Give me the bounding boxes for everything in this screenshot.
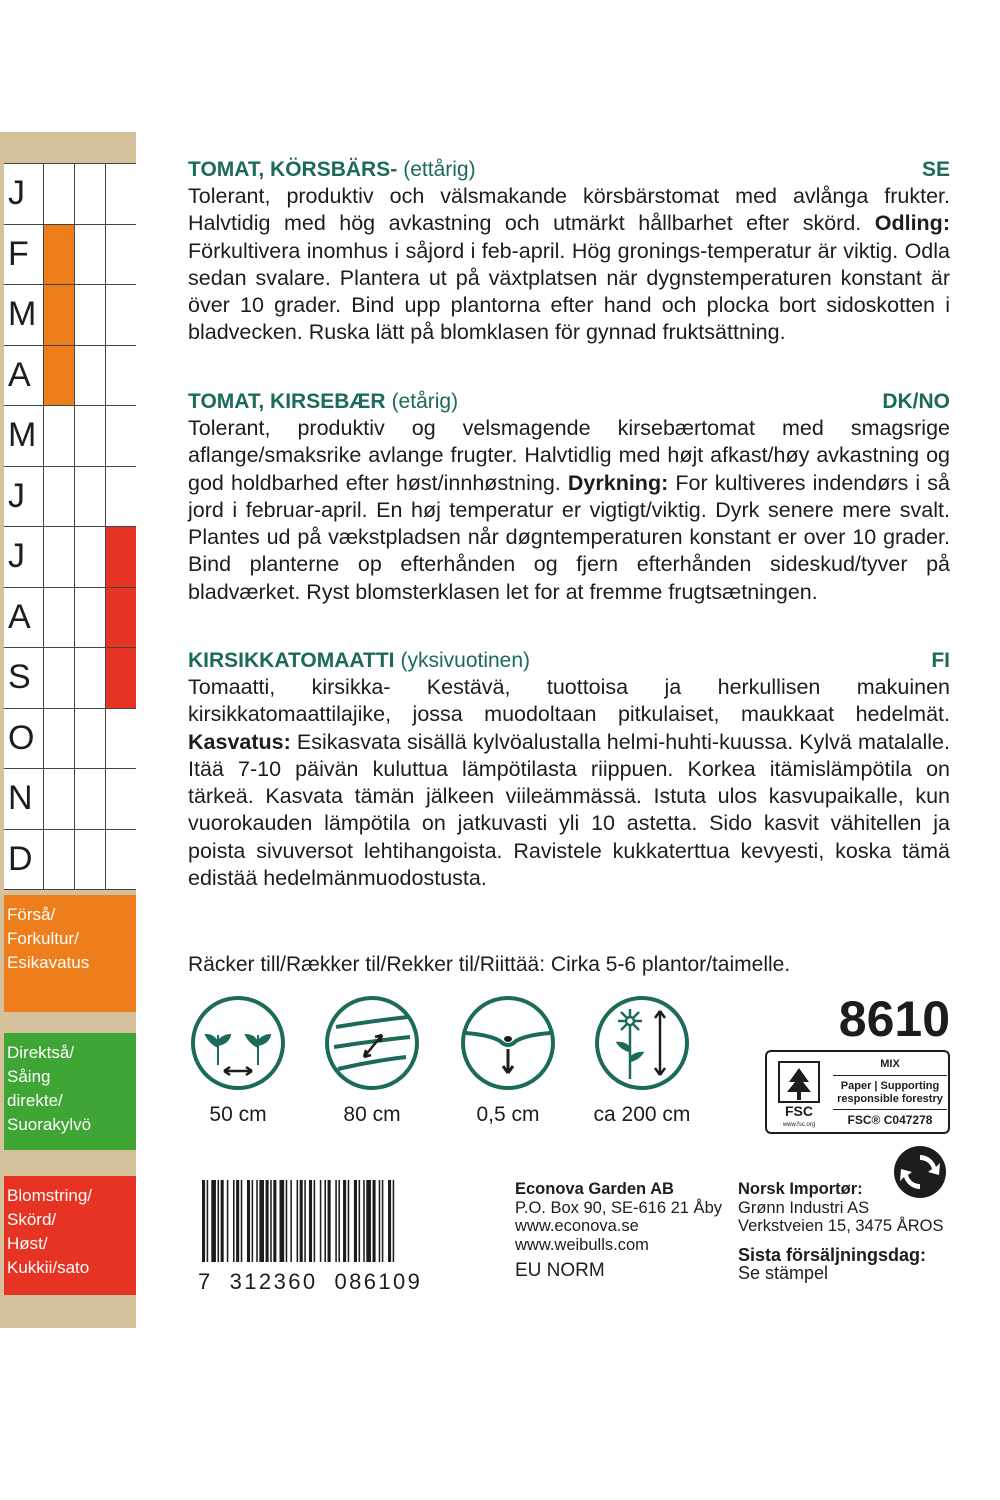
barcode-bar xyxy=(388,1180,391,1262)
calendar-cell xyxy=(74,467,105,527)
barcode-bar xyxy=(247,1180,250,1262)
icon-label: 80 cm xyxy=(343,1103,401,1126)
legend-text: Såing xyxy=(7,1067,51,1086)
barcode-bar xyxy=(221,1180,224,1262)
language-code: SE xyxy=(921,158,950,181)
barcode-bar xyxy=(348,1180,350,1262)
icon-label: 50 cm xyxy=(209,1103,267,1126)
barcode-bar xyxy=(286,1180,288,1262)
month-letter: O xyxy=(8,718,35,757)
row-spacing-icon xyxy=(324,995,420,1091)
calendar-cell xyxy=(105,648,136,708)
calendar-cell xyxy=(74,527,105,587)
legend-text: Forkultur/ xyxy=(7,929,79,948)
legend-sow-direct xyxy=(4,1033,136,1150)
calendar-cell xyxy=(43,285,74,345)
barcode-bar xyxy=(241,1180,243,1262)
sell-by-value: Se stämpel xyxy=(738,1263,829,1283)
importer-address: Verkstveien 15, 3475 ÅROS xyxy=(738,1217,944,1235)
company-web: www.econova.se xyxy=(515,1217,639,1235)
legend-text: Förså/ xyxy=(7,905,56,924)
barcode-bar xyxy=(252,1180,254,1262)
calendar-cell xyxy=(105,285,136,345)
fsc-label xyxy=(765,1050,950,1134)
importer-name: Grønn Industri AS xyxy=(738,1198,870,1217)
month-letter: M xyxy=(8,295,37,333)
legend-text: Blomstring/ xyxy=(7,1186,93,1205)
barcode-bar xyxy=(273,1180,276,1262)
section-title: KIRSIKKATOMAATTI xyxy=(188,649,395,672)
barcode-bar xyxy=(256,1180,258,1262)
body-text: Tolerant, produktiv og velsmagende kirsebærtomat med smagsrige aflange/smaksrike avlange frugter. Halvtidlig med højt afkast/høy avkastning og god holdbarhed efter høst/innhøstning. xyxy=(188,416,950,495)
barcode-bar xyxy=(328,1180,331,1262)
body-bold: Dyrkning: xyxy=(567,470,669,495)
calendar-cell xyxy=(43,527,74,587)
barcode-bar xyxy=(236,1180,239,1262)
barcode-bar xyxy=(300,1180,303,1262)
barcode-bar xyxy=(382,1180,384,1262)
barcode-bar xyxy=(280,1180,285,1262)
calendar-row xyxy=(4,225,136,286)
calendar-cell xyxy=(74,164,105,224)
calendar-cell xyxy=(43,467,74,527)
section-fi xyxy=(188,647,950,892)
legend-text: direkte/ xyxy=(7,1091,63,1110)
legend-text: Direktså/ xyxy=(7,1043,75,1062)
barcode-bar xyxy=(373,1180,376,1262)
calendar-cell xyxy=(43,164,74,224)
month-letter: J xyxy=(8,174,25,212)
barcode-bar xyxy=(207,1180,209,1262)
barcode-bar xyxy=(218,1180,220,1262)
calendar-row xyxy=(4,588,136,649)
calendar-cell xyxy=(105,769,136,829)
body-text: Förkultivera inomhus i såjord i feb-april. Hög gronings-temperatur är viktig. Odla sedan svalare. Plantera ut på växtplatsen när dygnstemperaturen konstant är över 10 grader. Bind upp plantorna efter hand och plocka bort sidoskotten i bladvecken. Ruska lätt på blomklasen för gynnad fruktsättning. xyxy=(188,238,950,345)
barcode-bar xyxy=(227,1180,229,1262)
calendar-cell xyxy=(105,588,136,648)
legend-text: Skörd/ xyxy=(7,1210,57,1229)
legend-text: Suorakylvö xyxy=(7,1115,92,1134)
yield-text: Räcker till/Rækker til/Rekker til/Riittää: Cirka 5-6 plantor/taimelle. xyxy=(188,953,791,976)
body-text: For kultiveres indendørs i så jord i februar-april. En høj temperatur er vigtigt/viktig. Dyrk senere mere svalt. Plantes ud på vækstpladsen når døgntemperaturen konstant er over 10 grader. Bind planterne op efterhånden og fjern efterhånden sideskud/tyver på bladværket. Ryst blomsterklasen let for at fremme frugtsætningen. xyxy=(188,470,950,604)
legend-sow-indoor xyxy=(4,895,136,1012)
section-body xyxy=(188,183,950,347)
body-bold: Odling: xyxy=(874,211,950,236)
barcode xyxy=(198,1180,492,1294)
calendar-cell xyxy=(74,285,105,345)
language-code: FI xyxy=(931,649,950,672)
barcode-bar xyxy=(366,1180,371,1262)
calendar-cell xyxy=(43,648,74,708)
calendar-cell xyxy=(105,467,136,527)
sell-by-title: Sista försäljningsdag: xyxy=(738,1244,927,1265)
plant-height xyxy=(592,995,692,1127)
calendar-cell xyxy=(43,225,74,285)
month-letter: F xyxy=(8,234,29,273)
barcode-bar xyxy=(309,1180,312,1262)
barcode-bar xyxy=(304,1180,306,1262)
calendar-row xyxy=(4,648,136,709)
legend-text: Kukkii/sato xyxy=(7,1258,90,1277)
fsc-logo-text: FSC xyxy=(785,1103,813,1119)
calendar-cell xyxy=(74,648,105,708)
calendar-cell xyxy=(105,346,136,406)
company-info xyxy=(515,1180,722,1281)
calendar-cell xyxy=(43,769,74,829)
language-code: DK/NO xyxy=(882,390,950,413)
calendar-row xyxy=(4,163,136,225)
calendar-cell xyxy=(105,225,136,285)
body-text: Tomaatti, kirsikka- Kestävä, tuottoisa ja herkullisen makuinen kirsikkatomaattilajike, jossa muodoltaan pitkulaiset, maukkaat hedelmät. xyxy=(188,675,950,727)
company-address: P.O. Box 90, SE-616 21 Åby xyxy=(515,1198,722,1217)
icon-label: ca 200 cm xyxy=(593,1103,691,1126)
barcode-bar xyxy=(314,1180,316,1262)
company-web: www.weibulls.com xyxy=(515,1235,649,1254)
barcode-bar xyxy=(297,1180,299,1262)
icon-label: 0,5 cm xyxy=(476,1103,540,1126)
legend-bloom xyxy=(4,1176,136,1295)
fsc-url: www.fsc.org xyxy=(782,1122,816,1128)
section-subtitle: (yksivuotinen) xyxy=(400,649,531,672)
calendar-row xyxy=(4,769,136,830)
calendar-row xyxy=(4,467,136,528)
recycle-icon xyxy=(893,1145,947,1199)
fsc-tree-icon xyxy=(769,1054,829,1130)
month-letter: S xyxy=(8,658,31,696)
fsc-mix: MIX xyxy=(833,1058,947,1076)
calendar-cell xyxy=(74,588,105,648)
calendar-cell xyxy=(74,830,105,890)
month-calendar xyxy=(4,163,136,890)
month-letter: A xyxy=(8,355,31,394)
barcode-bar xyxy=(202,1180,205,1262)
month-letter: N xyxy=(8,779,33,817)
calendar-cell xyxy=(105,406,136,466)
calendar-cell xyxy=(74,225,105,285)
barcode-bar xyxy=(335,1180,337,1262)
section-subtitle: (etårig) xyxy=(391,390,459,413)
body-text: Esikasvata sisällä kylvöalustalla helmi-huhti-kuussa. Kylvä matalalle. Itää 7-10 päivän kuluttua lämpötilasta riippuen. Korkea itämislämpötila on tärkeä. Kasvata tämän jälkeen viileämmässä. Istuta ulos kasvupaikalle, kun vuorokauden lämpötila on jatkuvasti yli 10 astetta. Sido kasvit vähitellen ja poista sivuversot lehtihangoista. Ravistele kukkaterttua kevyesti, koska tämä edistää hedelmänmuodostusta. xyxy=(188,729,950,891)
calendar-cell xyxy=(43,588,74,648)
plant-spacing-icon xyxy=(190,995,286,1091)
barcode-bar xyxy=(266,1180,269,1262)
barcode-bar xyxy=(320,1180,322,1262)
barcode-bar xyxy=(259,1180,264,1262)
section-body xyxy=(188,415,950,606)
barcode-bar xyxy=(393,1180,395,1262)
calendar-cell xyxy=(74,346,105,406)
month-letter: J xyxy=(8,537,25,575)
section-title: TOMAT, KIRSEBÆR xyxy=(188,390,386,413)
barcode-bar xyxy=(359,1180,361,1262)
legend-text: Høst/ xyxy=(7,1234,48,1253)
barcode-bar xyxy=(354,1180,357,1262)
calendar-row xyxy=(4,527,136,588)
section-title: TOMAT, KÖRSBÄRS- xyxy=(188,158,398,181)
calendar-cell xyxy=(43,830,74,890)
fsc-license: FSC® C047278 xyxy=(847,1113,933,1127)
barcode-bars xyxy=(198,1180,492,1262)
calendar-cell xyxy=(74,769,105,829)
barcode-bar xyxy=(324,1180,326,1262)
fsc-line2: responsible forestry xyxy=(833,1093,947,1110)
section-se xyxy=(188,156,950,347)
eu-norm: EU NORM xyxy=(515,1260,605,1281)
calendar-cell xyxy=(43,406,74,466)
section-body xyxy=(188,674,950,892)
sowing-depth xyxy=(458,995,558,1127)
plant-spacing xyxy=(188,995,288,1127)
product-number: 8610 xyxy=(838,991,950,1047)
body-bold: Kasvatus: xyxy=(188,729,291,754)
barcode-bar xyxy=(343,1180,346,1262)
barcode-bar xyxy=(233,1180,235,1262)
plant-height-icon xyxy=(594,995,690,1091)
calendar-row xyxy=(4,406,136,467)
barcode-bar xyxy=(211,1180,216,1262)
calendar-row xyxy=(4,709,136,770)
calendar-cell xyxy=(74,709,105,769)
company-name: Econova Garden AB xyxy=(515,1180,674,1198)
month-letter: D xyxy=(8,839,33,878)
legend-text: Esikavatus xyxy=(7,953,90,972)
calendar-row xyxy=(4,285,136,346)
barcode-bar xyxy=(379,1180,381,1262)
calendar-cell xyxy=(43,346,74,406)
fsc-line1: Paper | Supporting xyxy=(840,1080,940,1092)
month-letter: M xyxy=(8,416,37,454)
barcode-bar xyxy=(338,1180,340,1262)
body-text: Tolerant, produktiv och välsmakande körsbärstomat med avlånga frukter. Halvtidig med hög avkastning och utmärkt hållbarhet efter skörd. xyxy=(188,184,950,236)
section-dk-no xyxy=(188,388,950,606)
calendar-cell xyxy=(105,830,136,890)
month-letter: A xyxy=(8,597,31,636)
calendar-cell xyxy=(105,527,136,587)
importer-title: Norsk Importør: xyxy=(738,1180,863,1198)
calendar-cell xyxy=(105,164,136,224)
calendar-cell xyxy=(105,709,136,769)
month-letter: J xyxy=(8,476,25,515)
calendar-row xyxy=(4,830,136,891)
barcode-digits: 7 312360 086109 xyxy=(198,1269,423,1294)
row-spacing xyxy=(322,995,422,1127)
barcode-bar xyxy=(363,1180,365,1262)
barcode-bar xyxy=(270,1180,272,1262)
section-subtitle: (ettårig) xyxy=(403,158,476,181)
calendar-cell xyxy=(43,709,74,769)
calendar-cell xyxy=(74,406,105,466)
barcode-bar xyxy=(290,1180,292,1262)
sowing-depth-icon xyxy=(460,995,556,1091)
calendar-row xyxy=(4,346,136,407)
